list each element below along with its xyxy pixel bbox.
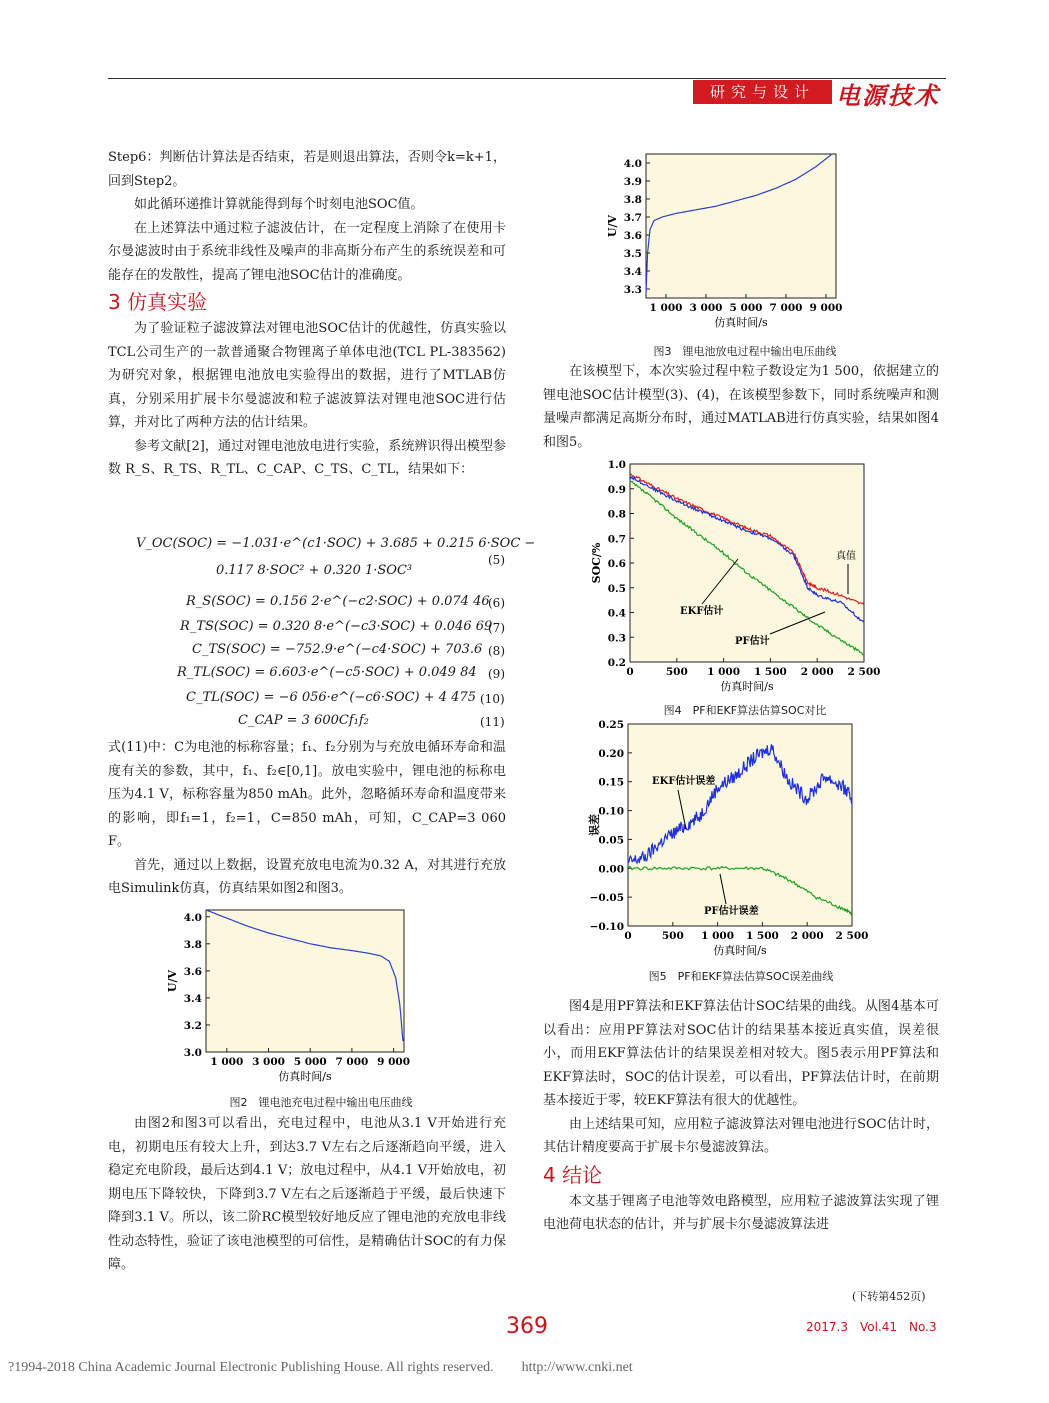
- fig3-caption: 图3 锂电池放电过程中输出电压曲线: [653, 345, 837, 358]
- section-4-heading: 4 结论: [543, 1162, 603, 1187]
- fig5-ytick-label: −0.10: [589, 921, 624, 933]
- header-rule: [108, 78, 946, 79]
- equation-6: R_S(SOC) = 0.156 2·e^(−c2·SOC) + 0.074 46: [186, 594, 490, 609]
- equation-8: C_TS(SOC) = −752.9·e^(−c4·SOC) + 703.6: [192, 642, 483, 657]
- fig2-ylabel: U/V: [166, 969, 179, 993]
- fig2-plot-area: [206, 910, 404, 1052]
- fig4-ytick-label: 0.2: [607, 657, 626, 669]
- eq-number-11: (11): [480, 715, 505, 729]
- fig4-ytick-label: 0.5: [607, 582, 626, 595]
- fig5-ylabel: 误差: [588, 814, 601, 836]
- fig4-xtick-label: 1 500: [753, 666, 787, 678]
- equation-5b: 0.117 8·SOC² + 0.320 1·SOC³: [216, 563, 413, 578]
- fig5-xtick-label: 2 500: [835, 930, 869, 942]
- fig3-ytick-label: 3.6: [623, 230, 642, 242]
- fig3-ytick-label: 3.8: [623, 194, 642, 206]
- eq-number-9: (9): [488, 667, 505, 681]
- fig5-xtick-label: 2 000: [790, 930, 824, 942]
- fig4-ytick-label: 0.6: [607, 558, 626, 570]
- eq-number-6: (6): [488, 596, 505, 610]
- page-number: 369: [506, 1314, 548, 1339]
- equation-11: C_CAP = 3 600Cf₁f₂: [238, 713, 369, 728]
- step6-text: Step6：判断估计算法是否结束，若是则退出算法，否则令k=k+1，回到Step2。: [108, 150, 506, 189]
- fig3-xlabel: 仿真时间/s: [714, 316, 768, 329]
- fig4-annotation-true: 真值: [836, 551, 856, 562]
- fig5-annotation-ekf: EKF估计误差: [652, 776, 716, 787]
- fig4-xtick-label: 2 000: [800, 666, 834, 678]
- fig4-ytick-label: 0.4: [607, 607, 626, 620]
- fig2-xtick-label: 3 000: [252, 1056, 285, 1068]
- fig3-ytick-label: 3.3: [623, 284, 642, 296]
- simulink-text: 首先，通过以上数据，设置充放电电流为0.32 A，对其进行充放电Simulink仿真，仿真结果如图2和图3。: [108, 857, 506, 896]
- fig3-ytick-label: 3.9: [623, 176, 642, 188]
- continued-note: (下转第452页): [852, 1290, 926, 1303]
- fig4-ytick-label: 0.8: [607, 508, 626, 521]
- fig4-xtick-label: 500: [665, 666, 688, 678]
- fig5-xlabel: 仿真时间/s: [713, 944, 767, 957]
- fig2-ytick-label: 3.4: [183, 992, 202, 1005]
- copyright-notice: ?1994-2018 China Academic Journal Electronic Publishing House. All rights reserved. http://www.cnki.net: [8, 1360, 633, 1375]
- equation-7: R_TS(SOC) = 0.320 8·e^(−c3·SOC) + 0.046 69: [180, 619, 493, 634]
- fig5-caption: 图5 PF和EKF算法估算SOC误差曲线: [648, 970, 834, 983]
- equation-10: C_TL(SOC) = −6 056·e^(−c6·SOC) + 4 475: [186, 690, 476, 705]
- fig2-xtick-label: 9 000: [377, 1056, 411, 1068]
- fig2-ytick-label: 3.8: [183, 938, 202, 951]
- fig5-xtick-label: 500: [661, 930, 684, 942]
- fig4-ytick-label: 0.7: [607, 533, 626, 546]
- eq-number-8: (8): [488, 644, 505, 658]
- fig2-xtick-label: 7 000: [335, 1056, 369, 1068]
- fig4-caption: 图4 PF和EKF算法估算SOC对比: [663, 704, 827, 717]
- fig3-ytick-label: 4.0: [623, 158, 642, 170]
- fig3-xtick-label: 9 000: [809, 302, 843, 314]
- loop-text: 如此循环递推计算就能得到每个时刻电池SOC值。: [134, 197, 424, 212]
- results-conclusion: 由上述结果可知，应用粒子滤波算法对锂电池进行SOC估计时，其估计精度要高于扩展卡尔曼滤波算法。: [543, 1116, 939, 1155]
- eq-number-10: (10): [480, 692, 505, 706]
- fig5-xtick-label: 1 000: [701, 930, 735, 942]
- fig5-xtick-label: 1 500: [745, 930, 779, 942]
- right-column: [543, 360, 939, 454]
- eq-number-5: (5): [488, 553, 505, 567]
- fig4-xtick-label: 0: [626, 666, 634, 678]
- fig2-ytick-label: 4.0: [183, 911, 202, 924]
- particle-setup-text: 在该模型下，本次实验过程中粒子数设定为1 500，依据建立的锂电池SOC估计模型(3)、(4)，在该模型参数下，同时系统噪声和测量噪声都满足高斯分布时，通过MATLAB进行仿真实验，结果如图4和图5。: [543, 364, 939, 450]
- journal-logo: 电源技术: [836, 81, 940, 110]
- fig4-ytick-label: 0.9: [607, 483, 626, 496]
- fig3-ylabel: U/V: [606, 214, 619, 238]
- fig5-ytick-label: 0.05: [598, 834, 624, 847]
- fig5-plot-area: [628, 724, 852, 926]
- fig5-ytick-label: 0.15: [598, 776, 624, 789]
- fig3-xtick-label: 3 000: [689, 302, 723, 314]
- fig2-ytick-label: 3.6: [183, 965, 202, 978]
- fig4-xtick-label: 1 000: [707, 666, 741, 678]
- fig4-annotation-ekf: EKF估计: [680, 606, 724, 617]
- equation-5a: V_OC(SOC) = −1.031·e^(c1·SOC) + 3.685 + 0.215 6·SOC −: [136, 536, 536, 551]
- fig3-xtick-label: 7 000: [769, 302, 803, 314]
- fig4-ytick-label: 0.3: [607, 632, 626, 645]
- fig5-ytick-label: 0.20: [598, 747, 624, 760]
- fig5-ytick-label: 0.00: [598, 863, 624, 876]
- fig3-ytick-label: 3.5: [623, 248, 642, 260]
- conclusion-text: 本文基于锂离子电池等效电路模型，应用粒子滤波算法实现了锂电池荷电状态的估计，并与扩展卡尔曼滤波算法进: [543, 1193, 939, 1232]
- fig2-ytick-label: 3.2: [183, 1019, 202, 1032]
- fig5-annotation-pf: PF估计误差: [704, 906, 759, 917]
- section-badge: 研究与设计: [693, 80, 832, 104]
- fig2-caption: 图2 锂电池充电过程中输出电压曲线: [229, 1096, 413, 1109]
- fig3-xtick-label: 1 000: [649, 302, 683, 314]
- left-column-2: [108, 736, 506, 901]
- fig3-ytick-label: 3.7: [623, 212, 642, 224]
- equation-9: R_TL(SOC) = 6.603·e^(−c5·SOC) + 0.049 84: [177, 665, 477, 680]
- fig3-chart: [596, 146, 856, 342]
- fig5-chart: [576, 716, 886, 964]
- fig5-xtick-label: 0: [624, 930, 632, 942]
- fig2-xlabel: 仿真时间/s: [278, 1070, 332, 1083]
- eq-number-7: (7): [488, 621, 505, 635]
- eq11-explanation: 式(11)中：C为电池的标称容量；f₁、f₂分别为与充放电循环寿命和温度有关的参数，其中，f₁、f₂∈[0,1]。放电实验中，锂电池的标称电压为4.1 V，标称容量为850 mAh。此外，忽略循环寿命和温度带来的影响，即f₁=1，f₂=1，C=850 mAh，可知，C_CAP=3 060 F。: [108, 740, 506, 849]
- fig5-ytick-label: −0.05: [589, 892, 624, 905]
- fig4-xlabel: 仿真时间/s: [720, 680, 774, 693]
- section-3-heading: 3 仿真实验: [108, 290, 208, 314]
- fig2-xtick-label: 5 000: [293, 1056, 327, 1068]
- fig4-annotation-pf: PF估计: [735, 636, 770, 647]
- results-discussion: 图4是用PF算法和EKF算法估计SOC结果的曲线。从图4基本可以看出：应用PF算法对SOC估计的结果基本接近真实值，误差很小，而用EKF算法估计的结果误差相对较大。图5表示用PF算法和EKF算法时，SOC的估计误差，可以看出，PF算法估计时，在前期基本接近于零，较EKF算法有很大的优越性。: [543, 999, 939, 1108]
- charge-discharge-discussion: 由图2和图3可以看出，充电过程中，电池从3.1 V开始进行充电，初期电压有较大上升，到达3.7 V左右之后逐渐趋向平缓，进入稳定充电阶段，最后达到4.1 V；放电过程中，从4.1 V开始放电，初期电压下降较快，下降到3.7 V左右之后逐渐趋于平缓，最后快速下降到3.1 V。所以，该二阶RC模型较好地反应了锂电池的充放电非线性动态特性，验证了该电池模型的可信性，是精确估计SOC的有力保障。: [108, 1116, 506, 1272]
- fig3-ytick-label: 3.4: [623, 266, 642, 278]
- sim-intro-text: 为了验证粒子滤波算法对锂电池SOC估计的优越性，仿真实验以TCL公司生产的一款普通聚合物锂离子单体电池(TCL PL-383562)为研究对象，根据锂电池放电实验得出的数据，进行了MTLAB仿真，分别采用扩展卡尔曼滤波和粒子滤波算法对锂电池SOC进行估算，并对比了两种方法的估计结果。: [108, 321, 506, 430]
- right-column-2: [543, 995, 939, 1237]
- fig5-ytick-label: 0.25: [598, 719, 624, 731]
- fig2-chart: [150, 902, 430, 1092]
- fig4-chart: [586, 458, 886, 706]
- fig3-xtick-label: 5 000: [729, 302, 763, 314]
- params-intro-text: 参考文献[2]，通过对锂电池放电进行实验，系统辨识得出模型参数 R_S、R_TS、R_TL、C_CAP、C_TS、C_TL，结果如下：: [108, 438, 506, 477]
- fig4-xtick-label: 2 500: [847, 666, 881, 678]
- pf-advantage-text: 在上述算法中通过粒子滤波估计，在一定程度上消除了在使用卡尔曼滤波时由于系统非线性及噪声的非高斯分布产生的系统误差和可能存在的发散性，提高了锂电池SOC估计的准确度。: [108, 220, 506, 283]
- fig2-xtick-label: 1 000: [210, 1056, 244, 1068]
- volume-info: 2017.3 Vol.41 No.3: [806, 1320, 937, 1334]
- left-column: [108, 146, 506, 482]
- fig5-ytick-label: 0.10: [598, 805, 624, 818]
- fig2-ytick-label: 3.0: [183, 1047, 202, 1059]
- fig3-plot-area: [646, 154, 836, 298]
- fig4-ylabel: SOC/%: [590, 542, 603, 584]
- fig4-ytick-label: 1.0: [607, 459, 626, 471]
- left-column-3: [108, 1112, 506, 1277]
